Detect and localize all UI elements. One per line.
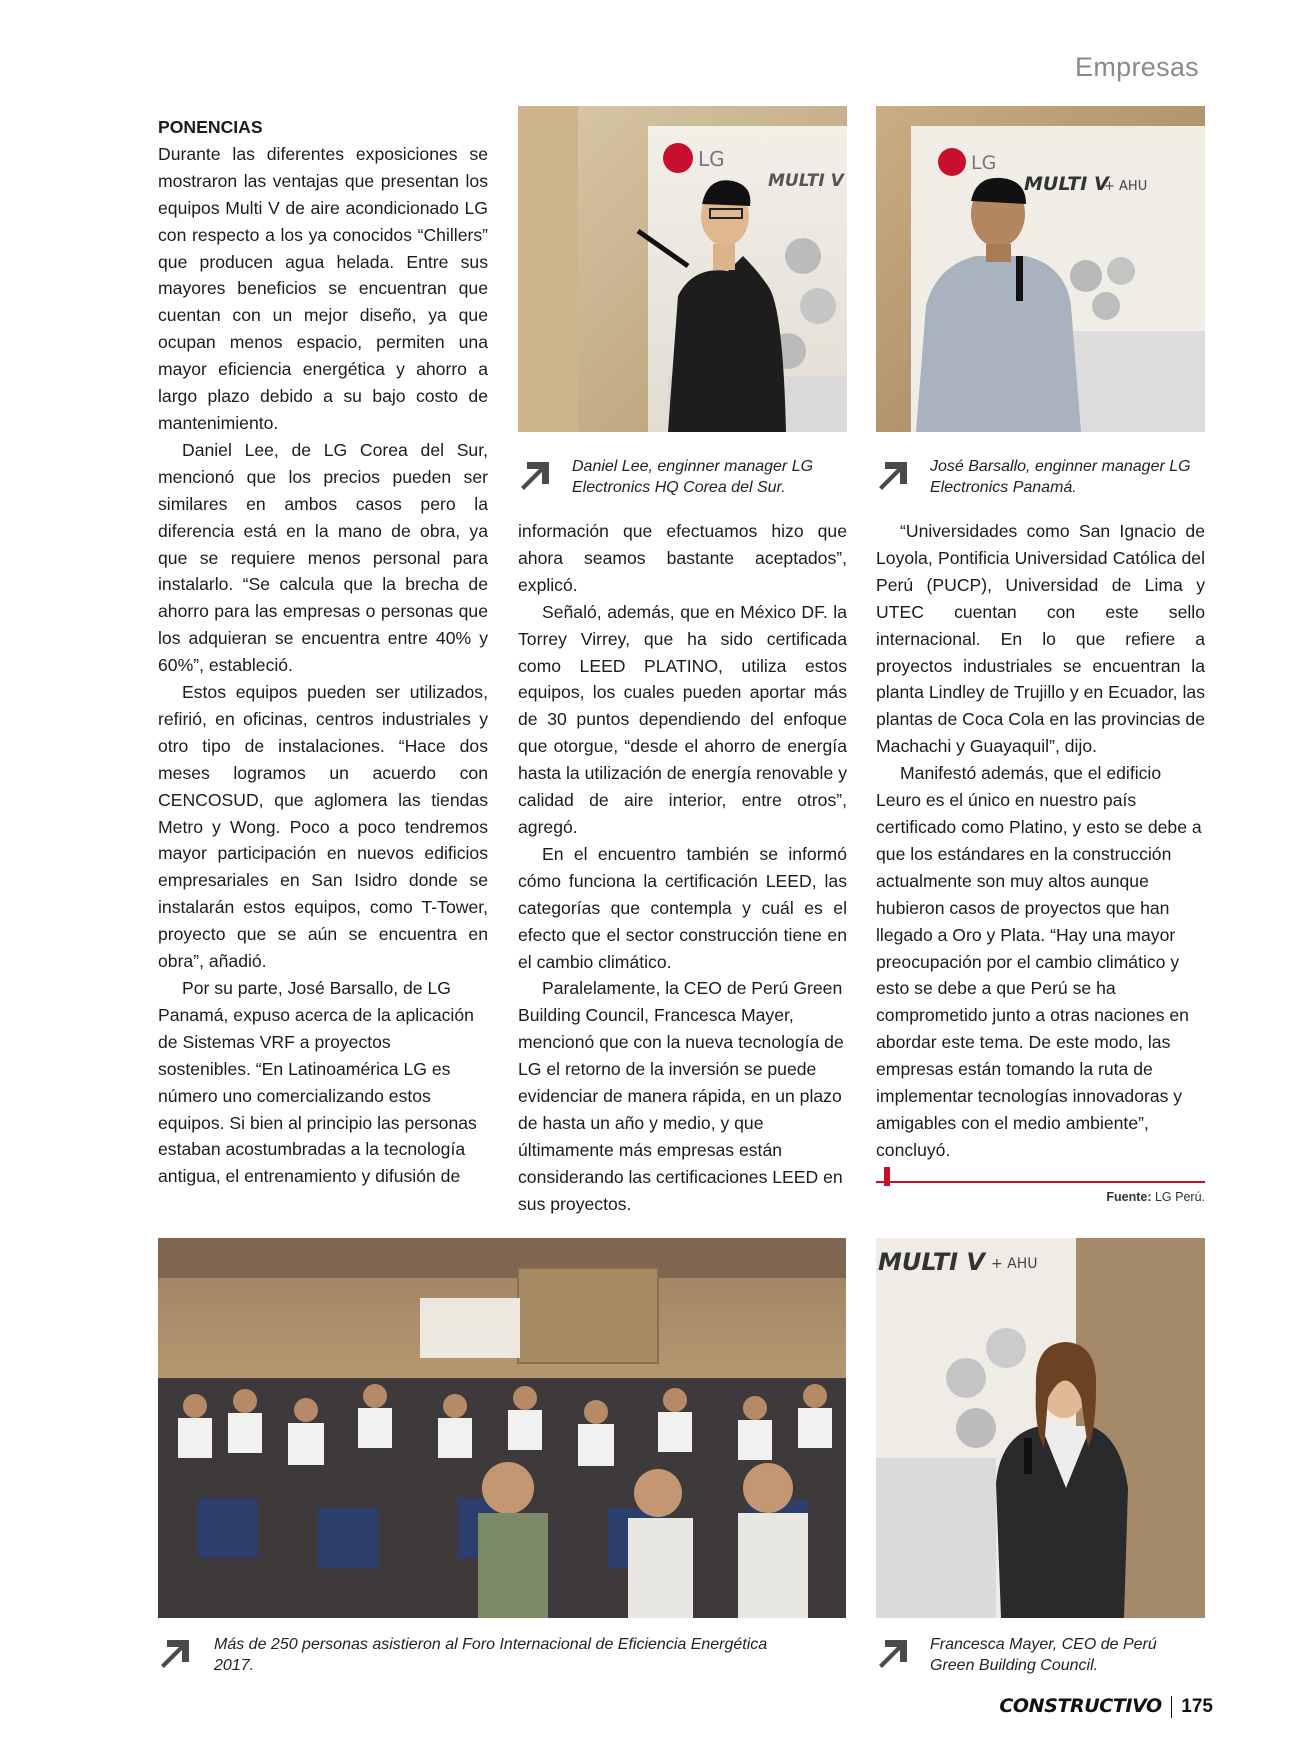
svg-text:MULTI V: MULTI V <box>1024 173 1109 195</box>
paragraph: Estos equipos pueden ser utilizados, refirió, en oficinas, centros industriales y otro tipo de instalaciones. “Hace dos meses logramos un acuerdo con CENCOSUD, que aglomera las tiendas Metro y Wong. Poco a poco tendremos mayor participación en nuevos edificios empresariales en San Isidro donde se instalarán estos equipos, como T-Tower, proyecto que se aún se encuentra en obra”, añadió. <box>158 682 488 972</box>
svg-text:LG: LG <box>698 147 725 171</box>
source-label: Fuente: <box>1106 1190 1152 1204</box>
caption-arrow-icon <box>518 459 552 493</box>
paragraph: Señaló, además, que en México DF. la Torrey Virrey, que ha sido certificada como LEED PLATINO, utiliza estos equipos, los cuales pueden aportar más de 30 puntos dependiendo del enfoque que otorgue, “desde el ahorro de energía hasta la utilización de energía renovable y calidad de aire interior, entre otros”, agregó. <box>518 601 847 837</box>
paragraph: Por su parte, José Barsallo, de LG Panamá, expuso acerca de la aplicación de Sistemas VRF a proyectos sostenibles. “En Latinoamérica LG es número uno comercializando estos equipos. Si bien al principio las personas estaban acostumbradas a la tecnología antigua, el entrenamiento y difusión de <box>158 978 477 1187</box>
photo-daniel-lee <box>518 106 847 432</box>
source-divider <box>876 1181 1205 1183</box>
section-label: Empresas <box>1075 52 1199 82</box>
paragraph: En el encuentro también se informó cómo funciona la certificación LEED, las categorías que contempla y cuál es el efecto que el sector construcción tiene en el cambio climático. <box>518 843 847 972</box>
svg-text:+ AHU: + AHU <box>1104 179 1148 194</box>
paragraph: información que efectuamos hizo que ahora seamos bastante aceptados”, explicó. <box>518 521 847 595</box>
caption-arrow-icon <box>876 459 910 493</box>
page-footer <box>999 1695 1213 1718</box>
svg-text:LG: LG <box>971 152 997 174</box>
source-value: LG Perú. <box>1154 1190 1205 1204</box>
caption-arrow-icon <box>876 1637 910 1671</box>
footer-separator <box>1171 1696 1173 1718</box>
article-column-2 <box>518 518 847 1218</box>
svg-text:+ AHU: + AHU <box>991 1256 1038 1272</box>
photo-caption-jose-barsallo: José Barsallo, enginner manager LG Electronics Panamá. <box>930 458 1191 496</box>
photo-caption-audience: Más de 250 personas asistieron al Foro Internacional de Eficiencia Energética 2017. <box>214 1636 768 1674</box>
paragraph: “Universidades como San Ignacio de Loyola, Pontificia Universidad Católica del Perú (PUCP), Universidad de Lima y UTEC cuentan con este sello internacional. En lo que refiere a proyectos industriales se encuentran la planta Lindley de Trujillo y en Ecuador, las plantas de Coca Cola en las provincias de Machachi y Guayaquil”, dijo. <box>876 521 1205 757</box>
paragraph: Paralelamente, la CEO de Perú Green Building Council, Francesca Mayer, mencionó que con la nueva tecnología de LG el retorno de la inversión se puede evidenciar de manera rápida, en un plazo de hasta un año y medio, y que últimamente más empresas están considerando las certificaciones LEED en sus proyectos. <box>518 978 844 1214</box>
paragraph: Manifestó además, que el edificio Leuro es el único en nuestro país certificado como Platino, y esto se debe a que los estándares en la construcción actualmente son muy altos aunque hubieron casos de proyectos que han llegado a Oro y Plata. “Hay una mayor preocupación por el cambio climático y esto se debe a que Perú se ha comprometido junto a otras naciones en abordar este tema. De este modo, las empresas están tomando la ruta de implementar tecnologías innovadoras y amigables con el medio ambiente”, concluyó. <box>876 763 1202 1160</box>
caption-arrow-icon <box>158 1637 192 1671</box>
svg-text:MULTI V: MULTI V <box>878 1248 985 1276</box>
source-credit <box>1106 1190 1205 1204</box>
magazine-brand: CONSTRUCTIVO <box>999 1695 1162 1717</box>
page-number: 175 <box>1181 1696 1213 1717</box>
photo-caption-daniel-lee: Daniel Lee, enginner manager LG Electronics HQ Corea del Sur. <box>572 458 814 496</box>
paragraph: Daniel Lee, de LG Corea del Sur, mencionó que los precios pueden ser similares en ambos casos pero la diferencia está en la mano de obra, ya que se requiere menos personal para instalarlo. “Se calcula que la brecha de ahorro para las empresas o personas que los adquieran se encuentra entre 40% y 60%”, estableció. <box>158 439 488 676</box>
section-heading: PONENCIAS <box>158 117 263 137</box>
photo-caption-francesca-mayer: Francesca Mayer, CEO de Perú Green Building Council. <box>930 1636 1157 1674</box>
article-column-3 <box>876 518 1205 1191</box>
paragraph: Durante las diferentes exposiciones se mostraron las ventajas que presentan los equipos Multi V de aire acondicionado LG con respecto a los ya conocidos “Chillers” que producen agua helada. Entre sus mayores beneficios se encuentran que cuentan con un mejor diseño, ya que ocupan menos espacio, permiten una mayor eficiencia energética y ahorro a largo plazo debido a su bajo costo de mantenimiento. <box>158 143 488 433</box>
photo-audience <box>158 1238 846 1618</box>
svg-text:MULTI V: MULTI V <box>768 171 844 191</box>
photo-jose-barsallo <box>876 106 1205 432</box>
photo-francesca-mayer <box>876 1238 1205 1618</box>
article-column-1 <box>158 114 488 1190</box>
